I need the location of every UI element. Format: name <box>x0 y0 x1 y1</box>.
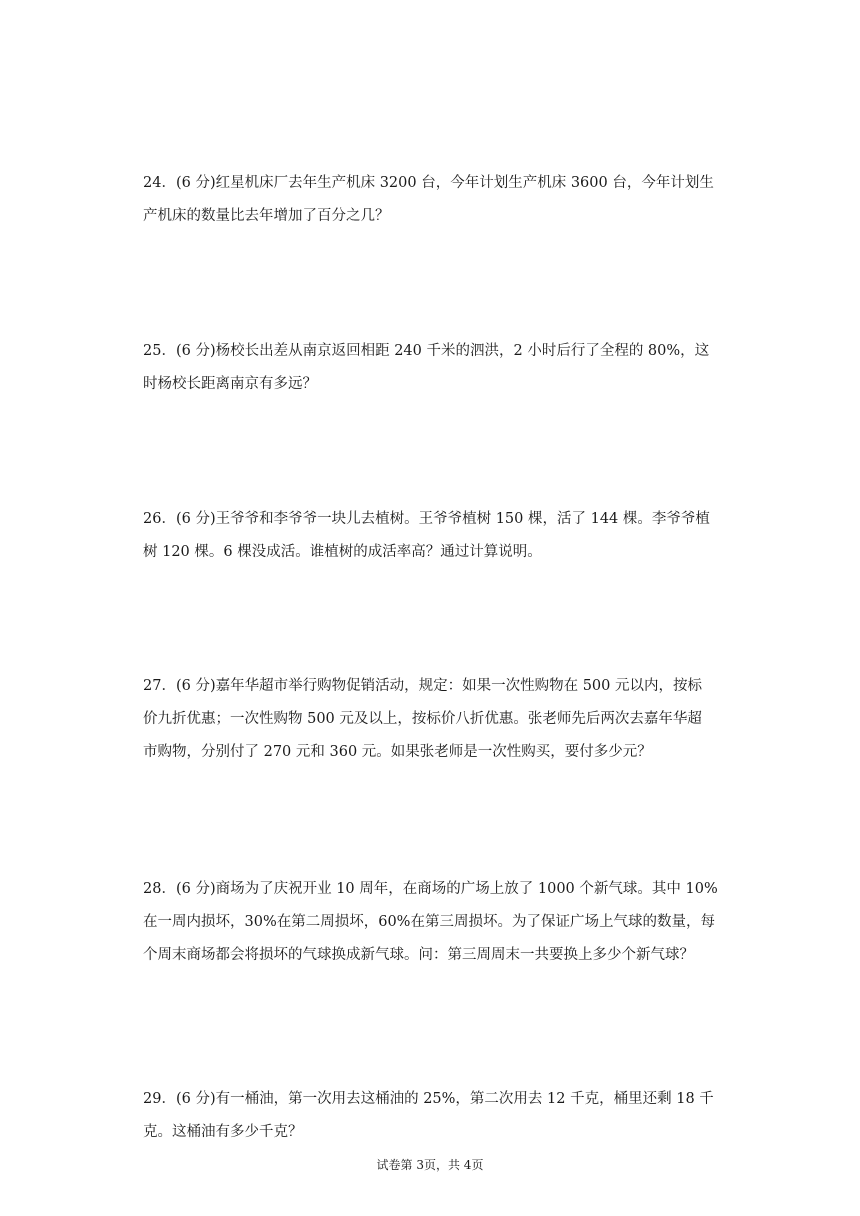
question-line: 树 120 棵。6 棵没成活。谁植树的成活率高？通过计算说明。 <box>143 544 542 560</box>
question-line: 24．(6 分)红星机床厂去年生产机床 3200 台，今年计划生产机床 3600 台，今年计划生 <box>143 175 714 191</box>
question-line: 27．(6 分)嘉年华超市举行购物促销活动，规定：如果一次性购物在 500 元以内，按标 <box>143 678 702 694</box>
question-28 <box>143 873 725 972</box>
question-line: 25．(6 分)杨校长出差从南京返回相距 240 千米的泗洪，2 小时后行了全程的 80%，这 <box>143 343 710 359</box>
question-line: 29．(6 分)有一桶油，第一次用去这桶油的 25%，第二次用去 12 千克，桶里还剩 18 千 <box>143 1091 714 1107</box>
question-line: 个周末商场都会将损坏的气球换成新气球。问：第三周周末一共要换上多少个新气球？ <box>143 947 694 963</box>
question-line: 产机床的数量比去年增加了百分之几？ <box>143 208 390 224</box>
question-24 <box>143 167 725 233</box>
question-27 <box>143 670 725 769</box>
question-line: 26．(6 分)王爷爷和李爷爷一块儿去植树。王爷爷植树 150 棵，活了 144 棵。李爷爷植 <box>143 511 710 527</box>
question-line: 时杨校长距离南京有多远？ <box>143 376 317 392</box>
question-line: 价九折优惠；一次性购物 500 元及以上，按标价八折优惠。张老师先后两次去嘉年华超 <box>143 711 702 727</box>
question-line: 克。这桶油有多少千克？ <box>143 1124 303 1140</box>
question-line: 28．(6 分)商场为了庆祝开业 10 周年，在商场的广场上放了 1000 个新气球。其中 10% <box>143 881 718 897</box>
question-line: 在一周内损坏，30%在第二周损坏，60%在第三周损坏。为了保证广场上气球的数量，每 <box>143 914 715 930</box>
question-26 <box>143 503 725 569</box>
page-footer: 试卷第 3页，共 4页 <box>376 1158 484 1172</box>
question-line: 市购物，分别付了 270 元和 360 元。如果张老师是一次性购买，要付多少元？ <box>143 744 652 760</box>
question-29 <box>143 1083 725 1149</box>
question-25 <box>143 335 725 401</box>
